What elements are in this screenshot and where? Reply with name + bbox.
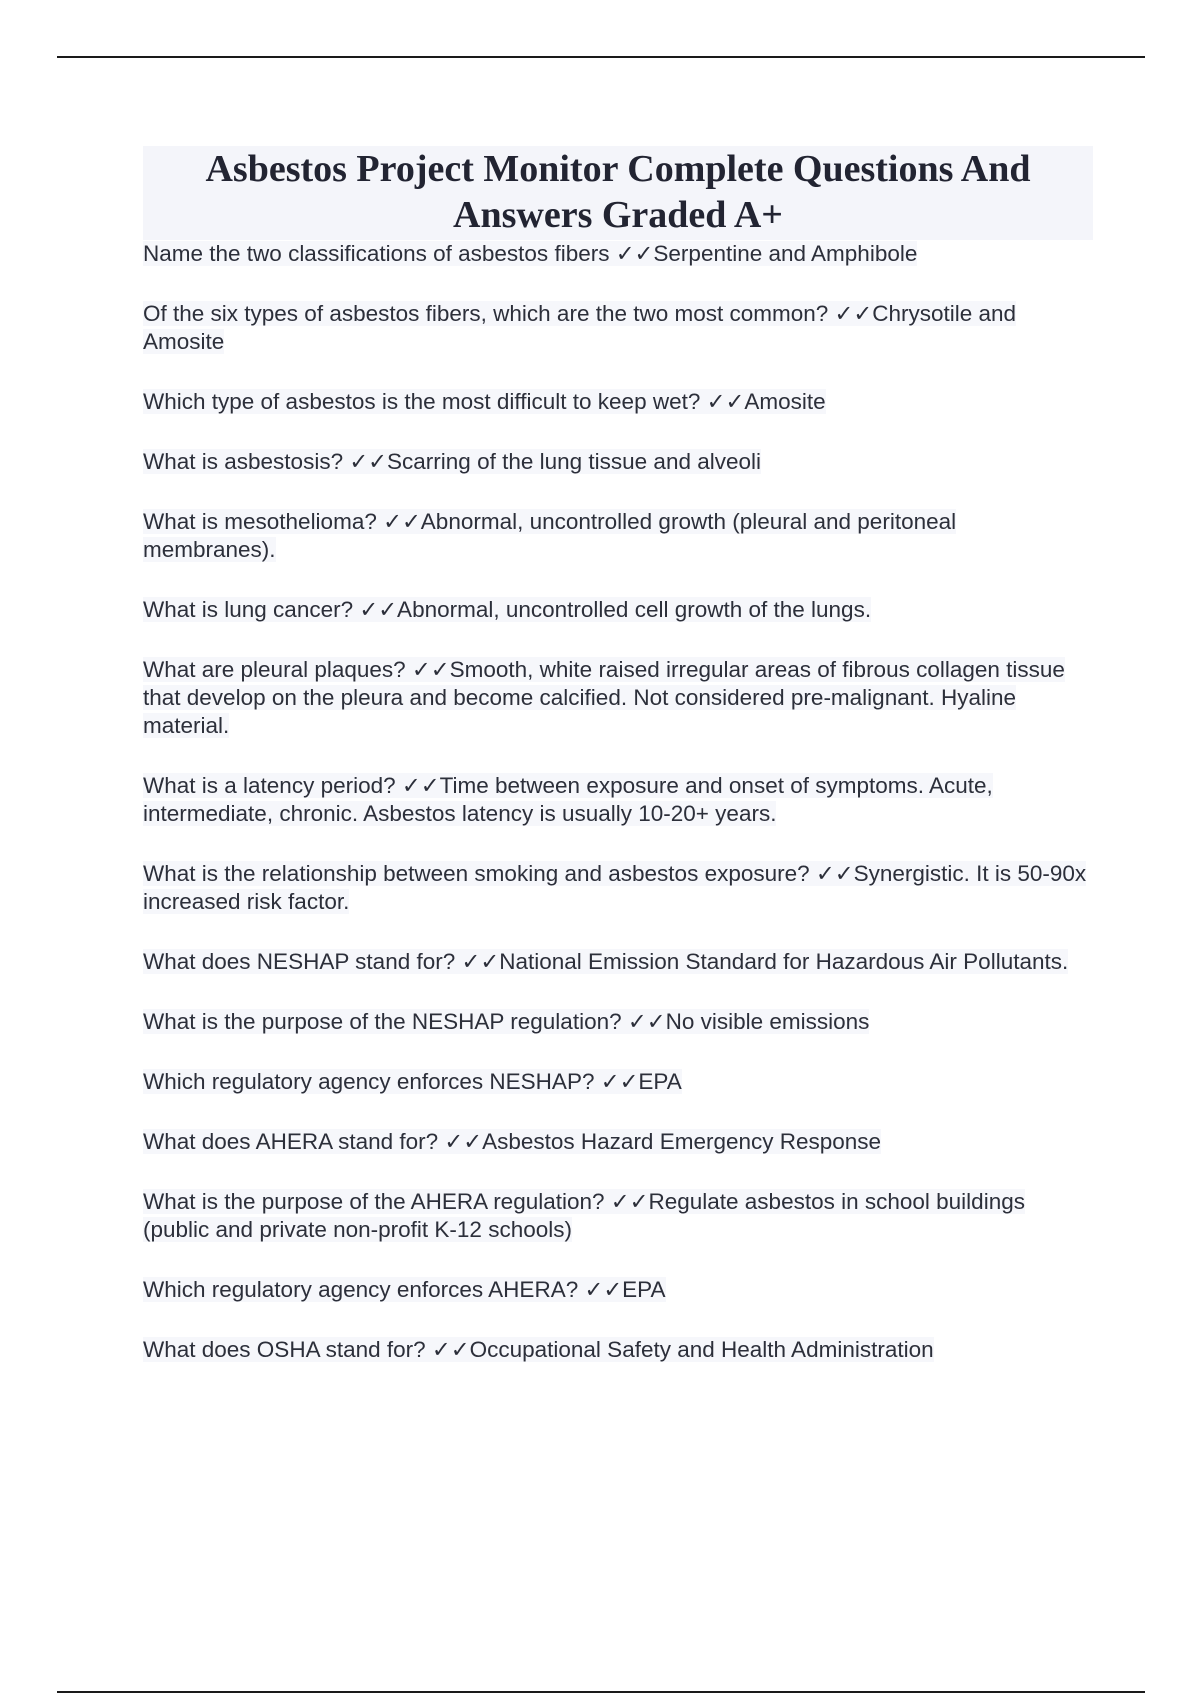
qa-item: Which regulatory agency enforces NESHAP? ✓✓EPA — [143, 1069, 682, 1094]
title-block — [143, 146, 1093, 240]
document-body — [143, 146, 1093, 1396]
qa-item: What is the relationship between smoking and asbestos exposure? ✓✓Synergistic. It is 50-90x increased risk factor. — [143, 861, 1087, 914]
qa-item: What is mesothelioma? ✓✓Abnormal, uncontrolled growth (pleural and peritoneal membranes). — [143, 509, 957, 562]
qa-item: What does AHERA stand for? ✓✓Asbestos Hazard Emergency Response — [143, 1129, 882, 1154]
qa-item: What is a latency period? ✓✓Time between exposure and onset of symptoms. Acute, intermediate, chronic. Asbestos latency is usually 10-20+ years. — [143, 773, 993, 826]
qa-item: What is the purpose of the NESHAP regulation? ✓✓No visible emissions — [143, 1009, 870, 1034]
page-title: Asbestos Project Monitor Complete Questions And Answers Graded A+ — [205, 148, 1031, 236]
qa-item: What is the purpose of the AHERA regulation? ✓✓Regulate asbestos in school buildings (public and private non-profit K-12 schools) — [143, 1189, 1025, 1242]
qa-list — [143, 240, 1093, 1364]
qa-item: What is asbestosis? ✓✓Scarring of the lung tissue and alveoli — [143, 449, 762, 474]
qa-item: What does OSHA stand for? ✓✓Occupational Safety and Health Administration — [143, 1337, 934, 1362]
header-rule — [57, 56, 1145, 58]
qa-item: Name the two classifications of asbestos fibers ✓✓Serpentine and Amphibole — [143, 241, 918, 266]
qa-item: What are pleural plaques? ✓✓Smooth, white raised irregular areas of fibrous collagen tissue that develop on the pleura and become calcified. Not considered pre-malignant. Hyaline material. — [143, 657, 1065, 738]
qa-item: Which type of asbestos is the most difficult to keep wet? ✓✓Amosite — [143, 389, 826, 414]
footer-rule — [57, 1691, 1145, 1693]
qa-item: Which regulatory agency enforces AHERA? ✓✓EPA — [143, 1277, 666, 1302]
qa-item: What does NESHAP stand for? ✓✓National Emission Standard for Hazardous Air Pollutants. — [143, 949, 1069, 974]
qa-item: What is lung cancer? ✓✓Abnormal, uncontrolled cell growth of the lungs. — [143, 597, 872, 622]
qa-item: Of the six types of asbestos fibers, which are the two most common? ✓✓Chrysotile and Amosite — [143, 301, 1017, 354]
